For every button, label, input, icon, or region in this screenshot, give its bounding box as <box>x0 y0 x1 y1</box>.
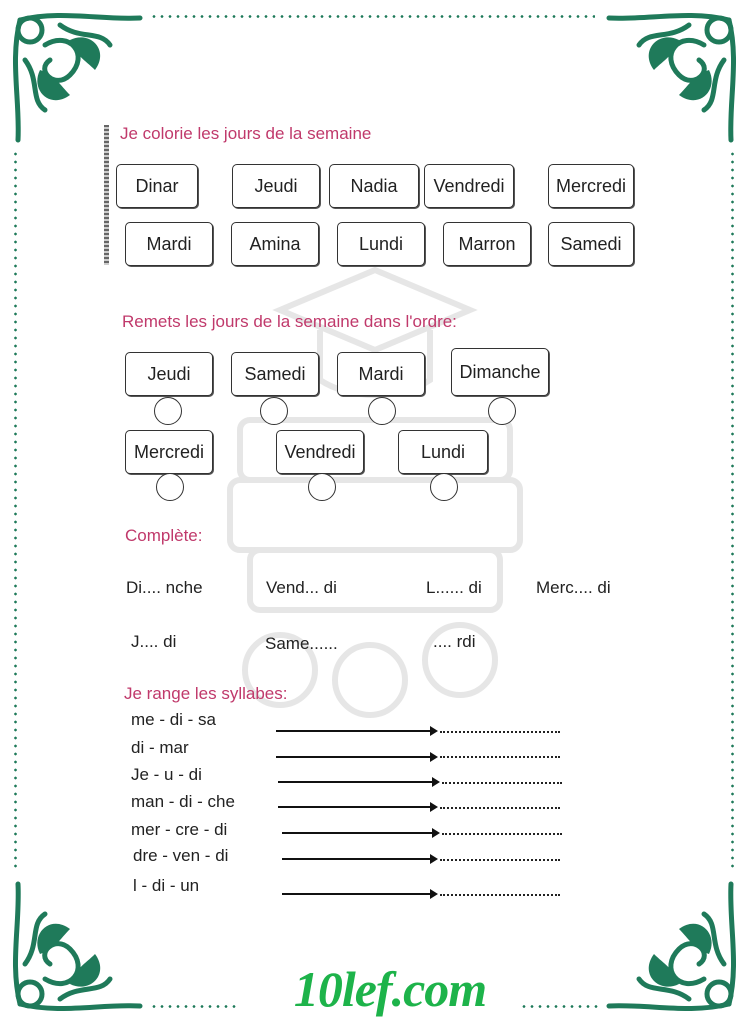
arrow-icon <box>282 893 436 895</box>
order-circle[interactable] <box>308 473 336 501</box>
frame-right-border <box>731 150 734 870</box>
day-box[interactable]: Samedi <box>231 352 319 396</box>
arrow-icon <box>282 832 438 834</box>
order-circle[interactable] <box>156 473 184 501</box>
arrow-icon <box>282 858 436 860</box>
site-watermark-logo: 10lef.com <box>293 961 487 1017</box>
answer-line[interactable] <box>442 782 562 784</box>
syllable-item: man - di - che <box>131 792 235 811</box>
fill-in-item: Merc.... di <box>536 578 611 597</box>
word-box[interactable]: Vendredi <box>424 164 514 208</box>
syllable-item: di - mar <box>131 738 189 757</box>
frame-left-border <box>14 150 17 870</box>
corner-ornament-bottom-right <box>599 874 749 1024</box>
answer-line[interactable] <box>440 894 560 896</box>
word-box[interactable]: Amina <box>231 222 319 266</box>
answer-line[interactable] <box>440 731 560 733</box>
order-circle[interactable] <box>260 397 288 425</box>
section1-title: Je colorie les jours de la semaine <box>120 124 372 143</box>
word-box[interactable]: Nadia <box>329 164 419 208</box>
day-box[interactable]: Jeudi <box>125 352 213 396</box>
corner-ornament-bottom-left <box>0 874 150 1024</box>
fill-in-item: .... rdi <box>433 632 476 651</box>
answer-line[interactable] <box>442 833 562 835</box>
word-box[interactable]: Dinar <box>116 164 198 208</box>
fill-in-item: L...... di <box>426 578 482 597</box>
frame-top-border <box>150 15 595 18</box>
day-box[interactable]: Mardi <box>337 352 425 396</box>
order-circle[interactable] <box>488 397 516 425</box>
arrow-icon <box>276 756 436 758</box>
day-box[interactable]: Dimanche <box>451 348 549 396</box>
section1-left-binding <box>104 125 109 265</box>
word-box[interactable]: Marron <box>443 222 531 266</box>
fill-in-item: J.... di <box>131 632 177 651</box>
arrow-icon <box>278 806 436 808</box>
day-box[interactable]: Vendredi <box>276 430 364 474</box>
arrow-icon <box>276 730 436 732</box>
word-box[interactable]: Mardi <box>125 222 213 266</box>
section2-title: Remets les jours de la semaine dans l'ordre: <box>122 312 457 331</box>
arrow-icon <box>278 781 438 783</box>
corner-ornament-top-right <box>599 0 749 150</box>
fill-in-item: Di.... nche <box>126 578 203 597</box>
fill-in-item: Same...... <box>265 634 338 653</box>
syllable-item: Je - u - di <box>131 765 202 784</box>
syllable-item: l - di - un <box>133 876 200 895</box>
order-circle[interactable] <box>430 473 458 501</box>
syllable-item: dre - ven - di <box>133 846 229 865</box>
order-circle[interactable] <box>368 397 396 425</box>
frame-bottom-border-right <box>520 1005 600 1008</box>
word-box[interactable]: Samedi <box>548 222 634 266</box>
fill-in-item: Vend... di <box>266 578 337 597</box>
day-box[interactable]: Mercredi <box>125 430 213 474</box>
syllable-item: me - di - sa <box>131 710 217 729</box>
answer-line[interactable] <box>440 807 560 809</box>
answer-line[interactable] <box>440 859 560 861</box>
syllable-item: mer - cre - di <box>131 820 228 839</box>
answer-line[interactable] <box>440 756 560 758</box>
frame-bottom-border <box>150 1005 240 1008</box>
word-box[interactable]: Jeudi <box>232 164 320 208</box>
word-box[interactable]: Mercredi <box>548 164 634 208</box>
section3-title: Complète: <box>125 526 203 545</box>
day-box[interactable]: Lundi <box>398 430 488 474</box>
section4-title: Je range les syllabes: <box>124 684 288 703</box>
order-circle[interactable] <box>154 397 182 425</box>
word-box[interactable]: Lundi <box>337 222 425 266</box>
